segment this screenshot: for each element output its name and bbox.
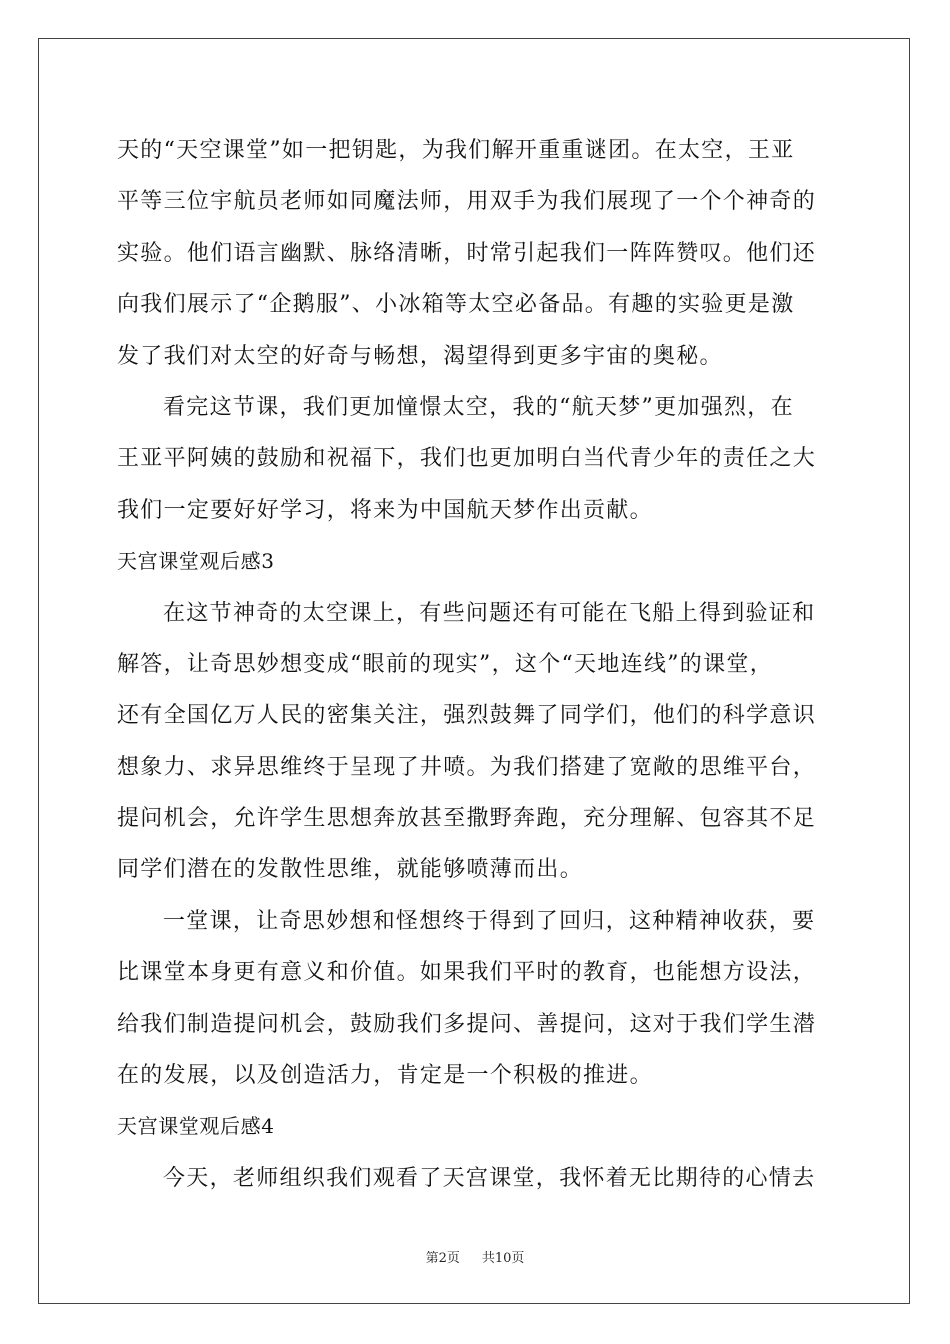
- paragraph-start-line: 在这节神奇的太空课上，有些问题还有可能在飞船上得到验证和: [163, 600, 816, 626]
- text-line: 比课堂本身更有意义和价值。如果我们平时的教育，也能想方设法，: [117, 960, 817, 986]
- page-number: 第2页: [425, 1251, 460, 1266]
- text-line: 给我们制造提问机会，鼓励我们多提问、善提问，这对于我们学生潜: [117, 1011, 817, 1037]
- text-line: 想象力、求异思维终于呈现了井喷。为我们搭建了宽敞的思维平台，: [117, 754, 817, 780]
- text-line: 还有全国亿万人民的密集关注，强烈鼓舞了同学们，他们的科学意识: [117, 703, 817, 729]
- text-line: 天的“天空课堂”如一把钥匙，为我们解开重重谜团。在太空，王亚: [117, 138, 795, 163]
- text-line: 向我们展示了“企鹅服”、小冰箱等太空必备品。有趣的实验更是激: [117, 292, 795, 318]
- section-heading: 天宫课堂观后感4: [117, 1114, 275, 1139]
- paragraph-start-line: 看完这节课，我们更加憧憬太空，我的“航天梦”更加强烈，在: [163, 394, 794, 420]
- text-line: 实验。他们语言幽默、脉络清晰，时常引起我们一阵阵赞叹。他们还: [117, 240, 817, 266]
- paragraph-start-line: 一堂课，让奇思妙想和怪想终于得到了回归，这种精神收获，要: [163, 908, 816, 934]
- page-total: 共10页: [481, 1251, 525, 1266]
- page-footer: [0, 1247, 950, 1266]
- text-line: 提问机会，允许学生思想奔放甚至撒野奔跑，充分理解、包容其不足: [117, 806, 817, 832]
- text-line: 解答，让奇思妙想变成“眼前的现实”，这个“天地连线”的课堂，: [117, 651, 773, 677]
- text-line: 在的发展，以及创造活力，肯定是一个积极的推进。: [117, 1063, 653, 1089]
- section-heading: 天宫课堂观后感3: [117, 549, 275, 574]
- text-line: 平等三位宇航员老师如同魔法师，用双手为我们展现了一个个神奇的: [117, 189, 817, 215]
- text-line: 发了我们对太空的好奇与畅想，渴望得到更多宇宙的奥秘。: [117, 343, 723, 369]
- text-line: 同学们潜在的发散性思维，就能够喷薄而出。: [117, 857, 584, 883]
- document-body: [117, 125, 833, 1204]
- paragraph-start-line: 今天，老师组织我们观看了天宫课堂，我怀着无比期待的心情去: [163, 1165, 816, 1191]
- text-line: 我们一定要好好学习，将来为中国航天梦作出贡献。: [117, 497, 653, 523]
- text-line: 王亚平阿姨的鼓励和祝福下，我们也更加明白当代青少年的责任之大: [117, 446, 817, 472]
